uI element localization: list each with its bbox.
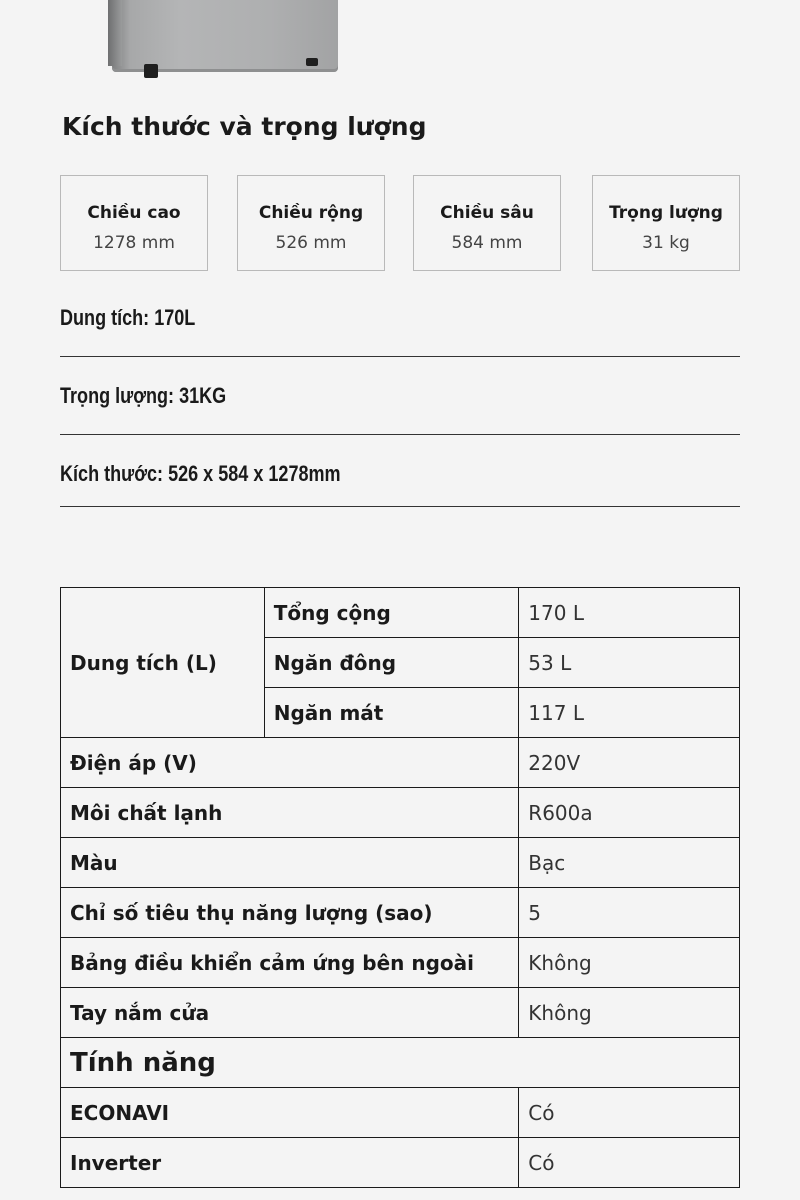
capacity-total-value: 170 L (519, 588, 740, 638)
spec-label: Bảng điều khiển cảm ứng bên ngoài (61, 938, 519, 988)
table-row (61, 738, 740, 788)
table-row (61, 1038, 740, 1088)
capacity-fridge-label: Ngăn mát (264, 688, 519, 738)
capacity-fridge-value: 117 L (519, 688, 740, 738)
capacity-total-label: Tổng cộng (264, 588, 519, 638)
feature-label: ECONAVI (61, 1088, 519, 1138)
summary-weight-text: Trọng lượng: 31KG (60, 383, 227, 408)
capacity-freezer-value: 53 L (519, 638, 740, 688)
dimension-value: 584 mm (451, 233, 523, 253)
spec-value: Bạc (519, 838, 740, 888)
spec-label: Tay nắm cửa (61, 988, 519, 1038)
dimension-card-weight (592, 175, 740, 271)
spec-value: Không (519, 988, 740, 1038)
dimension-label: Trọng lượng (609, 203, 723, 223)
spec-label: Môi chất lạnh (61, 788, 519, 838)
table-row (61, 1138, 740, 1188)
feature-value: Có (519, 1088, 740, 1138)
dimension-label: Chiều rộng (258, 203, 364, 223)
spec-label: Chỉ số tiêu thụ năng lượng (sao) (61, 888, 519, 938)
summary-weight (60, 383, 740, 435)
summary-capacity (60, 305, 740, 357)
summary-dimensions-text: Kích thước: 526 x 584 x 1278mm (60, 461, 341, 486)
feature-label: Inverter (61, 1138, 519, 1188)
dimensions-title: Kích thước và trọng lượng (62, 112, 427, 141)
table-row (61, 1088, 740, 1138)
specs-table (60, 587, 740, 1188)
summary-capacity-text: Dung tích: 170L (60, 305, 196, 330)
spec-value: R600a (519, 788, 740, 838)
summary-dimensions (60, 461, 740, 507)
spec-label: Màu (61, 838, 519, 888)
product-image (108, 0, 340, 80)
features-heading: Tính năng (61, 1038, 740, 1088)
dimension-value: 526 mm (275, 233, 347, 253)
spec-value: Không (519, 938, 740, 988)
spec-value: 5 (519, 888, 740, 938)
table-row (61, 788, 740, 838)
capacity-freezer-label: Ngăn đông (264, 638, 519, 688)
dimension-label: Chiều cao (87, 203, 181, 223)
spec-label: Điện áp (V) (61, 738, 519, 788)
dimension-value: 1278 mm (93, 233, 175, 253)
dimension-card-depth (413, 175, 561, 271)
table-row (61, 938, 740, 988)
table-row (61, 988, 740, 1038)
dimension-label: Chiều sâu (440, 203, 534, 223)
capacity-label: Dung tích (L) (61, 588, 265, 738)
feature-value: Có (519, 1138, 740, 1188)
table-row (61, 838, 740, 888)
table-row (61, 588, 740, 638)
dimension-card-width (237, 175, 385, 271)
dimension-card-height (60, 175, 208, 271)
table-row (61, 888, 740, 938)
dimension-value: 31 kg (642, 233, 690, 253)
spec-value: 220V (519, 738, 740, 788)
